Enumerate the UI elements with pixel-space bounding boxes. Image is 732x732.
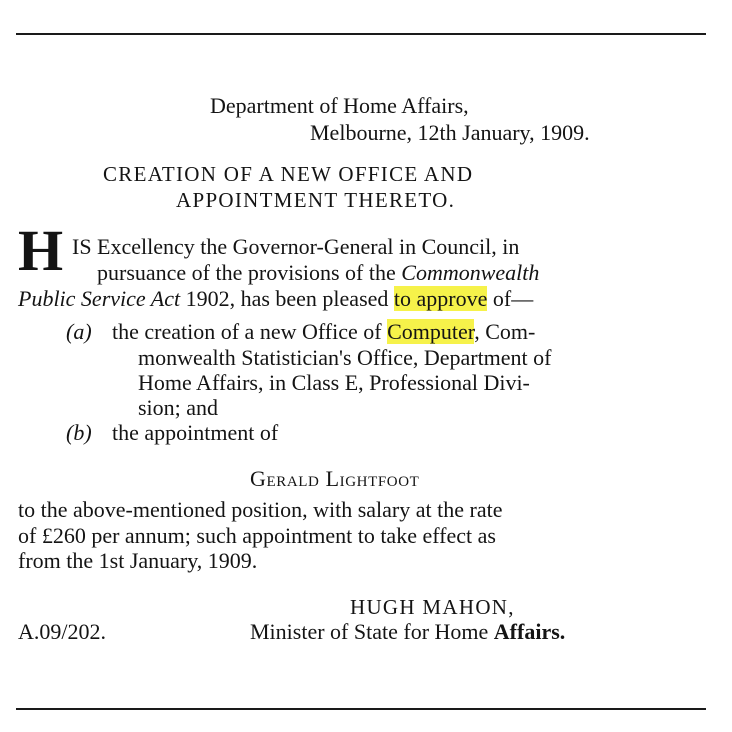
item-a-line-1-end: , Com- [474, 319, 536, 344]
highlight-computer: Computer [387, 319, 475, 344]
paragraph-2-line-3: from the 1st January, 1909. [18, 548, 258, 573]
appointee-name: Gerald Lightfoot [250, 466, 420, 491]
paragraph-line-3-text: 1902, has been pleased [180, 286, 394, 311]
item-a-line-3: Home Affairs, in Class E, Professional Divi- [138, 370, 530, 395]
item-a-line-2: monwealth Statistician's Office, Department of [138, 345, 552, 370]
department-line: Department of Home Affairs, [210, 93, 469, 118]
signatory-name: HUGH MAHON, [350, 595, 515, 619]
signatory-title-text: Minister of State for Home [250, 619, 494, 644]
paragraph-line-3 [18, 287, 533, 311]
item-a-label [66, 320, 92, 344]
act-name-part1: Commonwealth [401, 260, 540, 285]
paragraph-line-1 [72, 235, 706, 259]
item-a-line-1 [112, 320, 535, 344]
paragraph-line-1-text: IS Excellency the Governor-General in Council, in [72, 234, 520, 259]
reference-number: A.09/202. [18, 619, 106, 644]
item-b-label [66, 421, 92, 445]
bottom-rule [16, 708, 706, 710]
item-b-line-1: the appointment of [112, 420, 279, 445]
notice-title-line1: CREATION OF A NEW OFFICE AND [103, 162, 474, 186]
paragraph-line-3-end: of— [487, 286, 534, 311]
paragraph-2-line-1: to the above-mentioned position, with salary at the rate [18, 497, 503, 522]
paragraph-line-2 [97, 261, 539, 285]
notice-title-line2: APPOINTMENT THERETO. [176, 188, 456, 212]
signatory-title [250, 620, 565, 644]
act-name-part2: Public Service Act [18, 286, 181, 311]
highlight-to-approve: to approve [393, 286, 488, 311]
item-a-label-text: (a) [66, 319, 92, 344]
drop-cap: H [18, 218, 64, 283]
top-rule [16, 33, 706, 35]
item-b-label-text: (b) [66, 420, 92, 445]
place-date-line: Melbourne, 12th January, 1909. [310, 120, 590, 145]
item-a-line-4: sion; and [138, 395, 219, 420]
paragraph-2-line-2: of £260 per annum; such appointment to take effect as [18, 523, 496, 548]
paragraph-line-2-text: pursuance of the provisions of the [97, 260, 402, 285]
item-a-line-1-text: the creation of a new Office of [112, 319, 388, 344]
signatory-title-end: Affairs. [493, 619, 566, 644]
